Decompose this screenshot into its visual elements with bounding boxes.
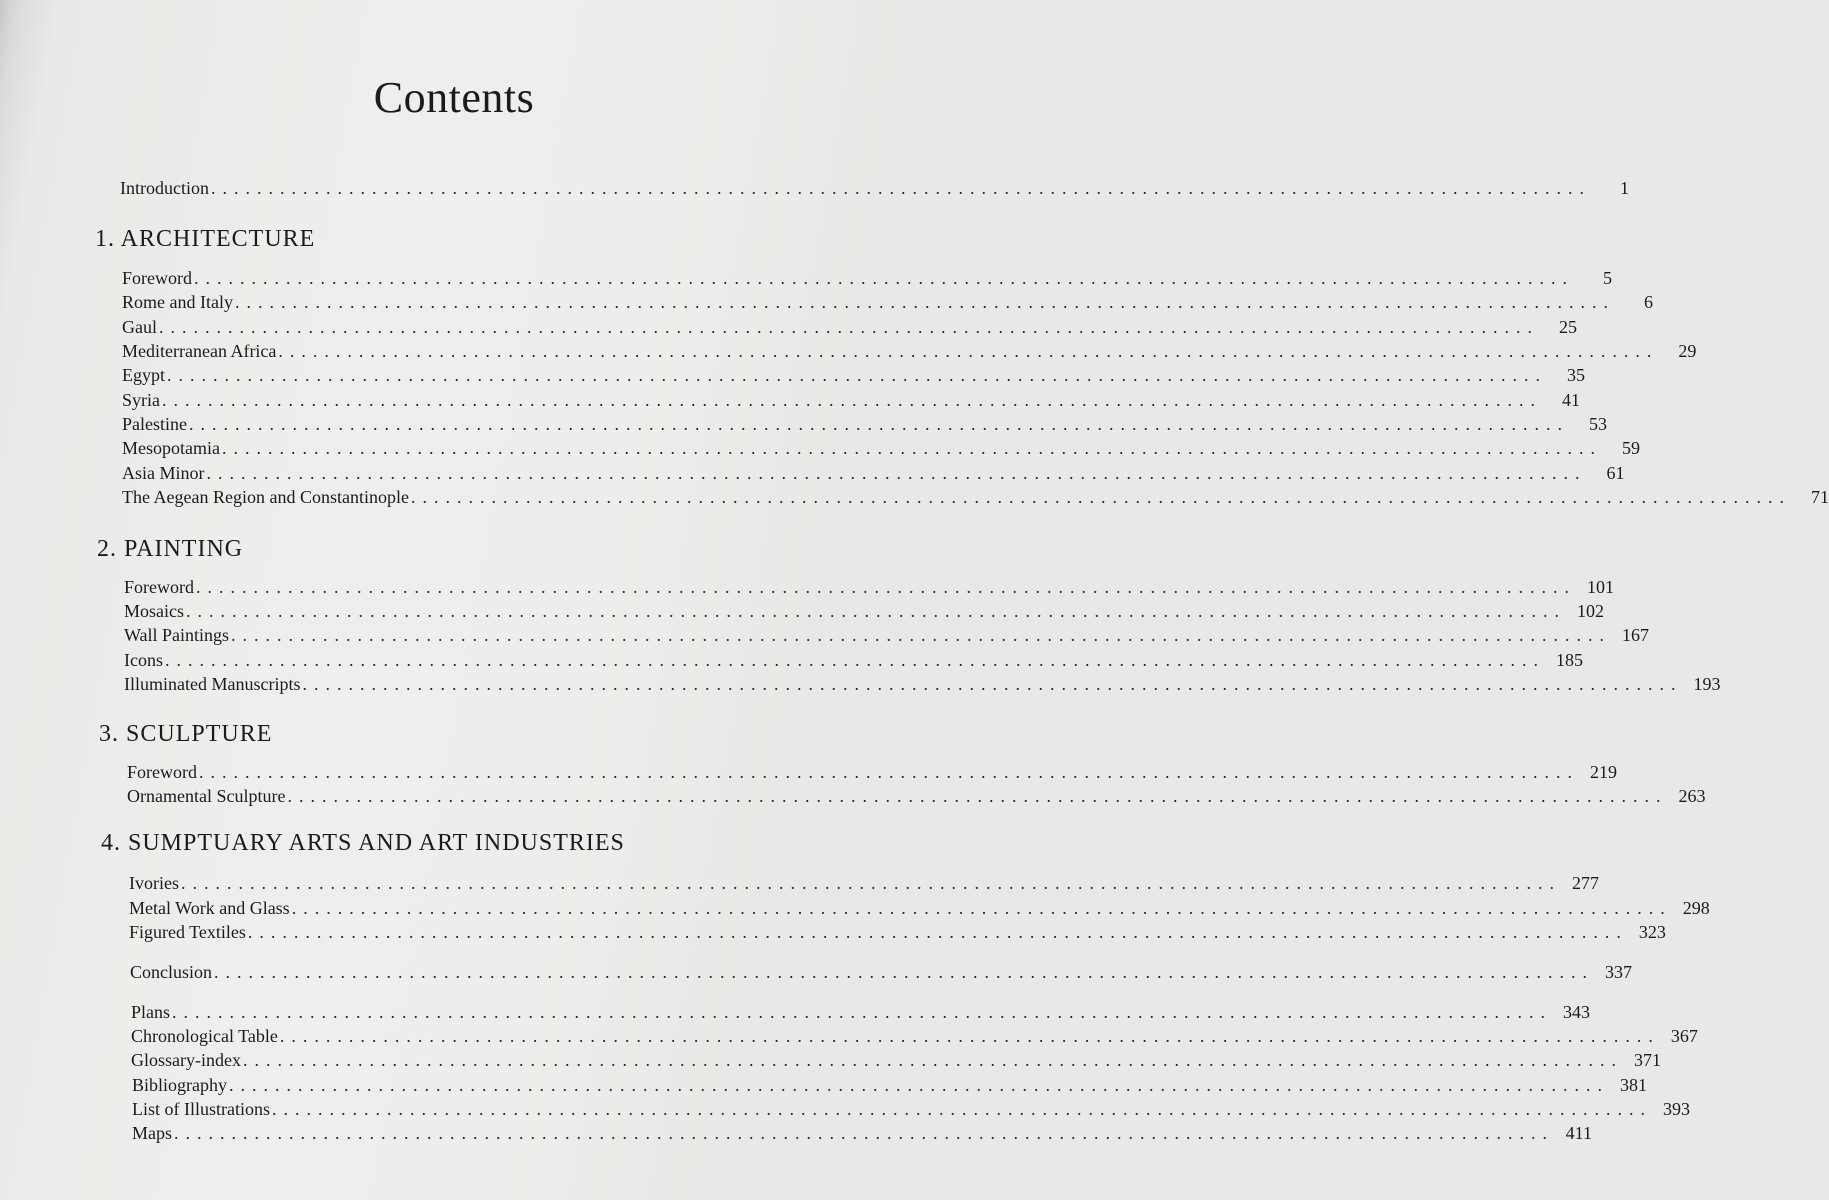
- dot-leader: ........................................................................................................................: [410, 487, 1791, 507]
- dot-leader: ........................................................................................................................: [199, 762, 1579, 782]
- toc-entry: [132, 1073, 1647, 1097]
- entry-page-number: 6: [1643, 292, 1653, 312]
- entry-label: Mesopotamia: [122, 438, 220, 458]
- toc-entry-introduction: [120, 176, 1629, 200]
- entry-page-number: 53: [1589, 414, 1607, 434]
- dot-leader: ........................................................................................................................: [247, 922, 1628, 942]
- entry-page-number: 71: [1810, 487, 1829, 507]
- dot-leader: ........................................................................................................................: [291, 898, 1672, 918]
- toc-entry: [122, 485, 1829, 509]
- entry-page-number: 337: [1605, 962, 1633, 982]
- entry-page-number: 101: [1587, 577, 1614, 597]
- entry-page-number: 393: [1663, 1099, 1690, 1119]
- entry-page-number: 1: [1619, 178, 1629, 198]
- dot-leader: ........................................................................................................................: [234, 292, 1615, 312]
- entry-page-number: 29: [1678, 341, 1697, 361]
- entry-page-number: 5: [1603, 268, 1612, 288]
- entry-label: List of Illustrations: [132, 1099, 270, 1119]
- toc-entry: [122, 315, 1577, 339]
- entry-page-number: 41: [1562, 390, 1580, 410]
- section-heading-sculpture: 3. SCULPTURE: [99, 721, 273, 747]
- toc-entry: [127, 760, 1617, 784]
- entry-label: Foreword: [122, 268, 192, 288]
- entry-label: Syria: [122, 390, 160, 410]
- entry-page-number: 167: [1622, 625, 1650, 645]
- toc-entry: [122, 266, 1612, 290]
- entry-page-number: 219: [1590, 762, 1617, 782]
- entry-page-number: 185: [1556, 650, 1583, 670]
- dot-leader: ........................................................................................................................: [162, 390, 1542, 410]
- toc-entry: [127, 784, 1706, 808]
- entry-page-number: 35: [1567, 365, 1585, 385]
- toc-entry: [124, 648, 1583, 672]
- toc-entry: [122, 461, 1625, 485]
- dot-leader: ........................................................................................................................: [186, 601, 1566, 621]
- entry-label: Maps: [132, 1123, 172, 1143]
- dot-leader: ........................................................................................................................: [159, 317, 1539, 337]
- page-title: Contents: [373, 73, 535, 122]
- toc-entry: [131, 1000, 1591, 1024]
- dot-leader: ........................................................................................................................: [194, 268, 1574, 288]
- entry-page-number: 59: [1621, 438, 1640, 458]
- entry-label: Glossary-index: [131, 1050, 241, 1070]
- toc-entry: [129, 920, 1666, 944]
- dot-leader: ........................................................................................................................: [165, 650, 1545, 670]
- toc-entry: [131, 1048, 1661, 1072]
- entry-label: Mosaics: [124, 601, 184, 621]
- toc-entry: [129, 896, 1710, 920]
- entry-page-number: 323: [1638, 922, 1666, 942]
- entry-label: Plans: [131, 1002, 171, 1022]
- entry-label: Metal Work and Glass: [129, 898, 290, 918]
- toc-entry: [124, 575, 1614, 599]
- section-heading-architecture: 1. ARCHITECTURE: [95, 226, 316, 252]
- entry-page-number: 371: [1633, 1050, 1661, 1070]
- toc-entry: [124, 599, 1604, 623]
- toc-entry: [124, 623, 1650, 647]
- entry-page-number: 61: [1606, 463, 1625, 483]
- dot-leader: ........................................................................................................................: [242, 1050, 1623, 1070]
- entry-page-number: 381: [1620, 1075, 1647, 1095]
- entry-label: Ornamental Sculpture: [127, 786, 286, 806]
- toc-entry: [122, 412, 1607, 436]
- toc-entry: [122, 339, 1697, 363]
- entry-label: Illuminated Manuscripts: [124, 674, 301, 694]
- entry-label: Conclusion: [130, 962, 213, 982]
- entry-page-number: 102: [1577, 601, 1604, 621]
- dot-leader: ........................................................................................................................: [196, 577, 1576, 597]
- dot-leader: ........................................................................................................................: [189, 414, 1569, 434]
- entry-label: Palestine: [122, 414, 187, 434]
- entry-label: Asia Minor: [122, 463, 205, 483]
- entry-label: Mediterranean Africa: [122, 341, 277, 361]
- entry-label: Egypt: [122, 365, 165, 385]
- dot-leader: ........................................................................................................................: [214, 962, 1595, 982]
- entry-label: Wall Paintings: [124, 625, 230, 645]
- toc-entry: [122, 290, 1653, 314]
- entry-label: Introduction: [120, 178, 209, 198]
- dot-leader: ........................................................................................................................: [180, 873, 1561, 893]
- toc-entry-conclusion: [130, 960, 1633, 984]
- entry-page-number: 343: [1563, 1002, 1591, 1022]
- dot-leader: ........................................................................................................................: [231, 625, 1612, 645]
- dot-leader: ........................................................................................................................: [302, 674, 1683, 694]
- entry-label: The Aegean Region and Constantinople: [122, 487, 409, 507]
- dot-leader: ........................................................................................................................: [210, 178, 1591, 198]
- dot-leader: ........................................................................................................................: [279, 1026, 1660, 1046]
- section-heading-painting: 2. PAINTING: [97, 536, 244, 562]
- toc-entry: [132, 1097, 1690, 1121]
- dot-leader: ........................................................................................................................: [221, 438, 1602, 458]
- entry-page-number: 277: [1571, 873, 1599, 893]
- section-heading-sumptuary-arts: 4. SUMPTUARY ARTS AND ART INDUSTRIES: [101, 830, 625, 856]
- dot-leader: ........................................................................................................................: [229, 1075, 1609, 1095]
- entry-label: Foreword: [124, 577, 194, 597]
- entry-page-number: 411: [1565, 1123, 1592, 1143]
- entry-page-number: 263: [1678, 786, 1706, 806]
- toc-entry: [131, 1024, 1698, 1048]
- entry-label: Bibliography: [132, 1075, 227, 1095]
- toc-entry: [122, 388, 1580, 412]
- dot-leader: ........................................................................................................................: [167, 365, 1547, 385]
- entry-label: Foreword: [127, 762, 197, 782]
- entry-page-number: 298: [1682, 898, 1710, 918]
- toc-entry: [129, 871, 1599, 895]
- toc-entry: [132, 1121, 1592, 1145]
- entry-label: Chronological Table: [131, 1026, 278, 1046]
- toc-entry: [124, 672, 1721, 696]
- entry-label: Gaul: [122, 317, 157, 337]
- entry-page-number: 193: [1693, 674, 1721, 694]
- entry-label: Icons: [124, 650, 163, 670]
- toc-entry: [122, 436, 1640, 460]
- dot-leader: ........................................................................................................................: [272, 1099, 1652, 1119]
- dot-leader: ........................................................................................................................: [206, 463, 1587, 483]
- toc-entry: [122, 363, 1585, 387]
- dot-leader: ........................................................................................................................: [172, 1002, 1553, 1022]
- entry-label: Figured Textiles: [129, 922, 246, 942]
- entry-label: Ivories: [129, 873, 179, 893]
- entry-label: Rome and Italy: [122, 292, 233, 312]
- dot-leader: ........................................................................................................................: [174, 1123, 1554, 1143]
- dot-leader: ........................................................................................................................: [278, 341, 1659, 361]
- entry-page-number: 25: [1559, 317, 1577, 337]
- dot-leader: ........................................................................................................................: [287, 786, 1668, 806]
- entry-page-number: 367: [1670, 1026, 1698, 1046]
